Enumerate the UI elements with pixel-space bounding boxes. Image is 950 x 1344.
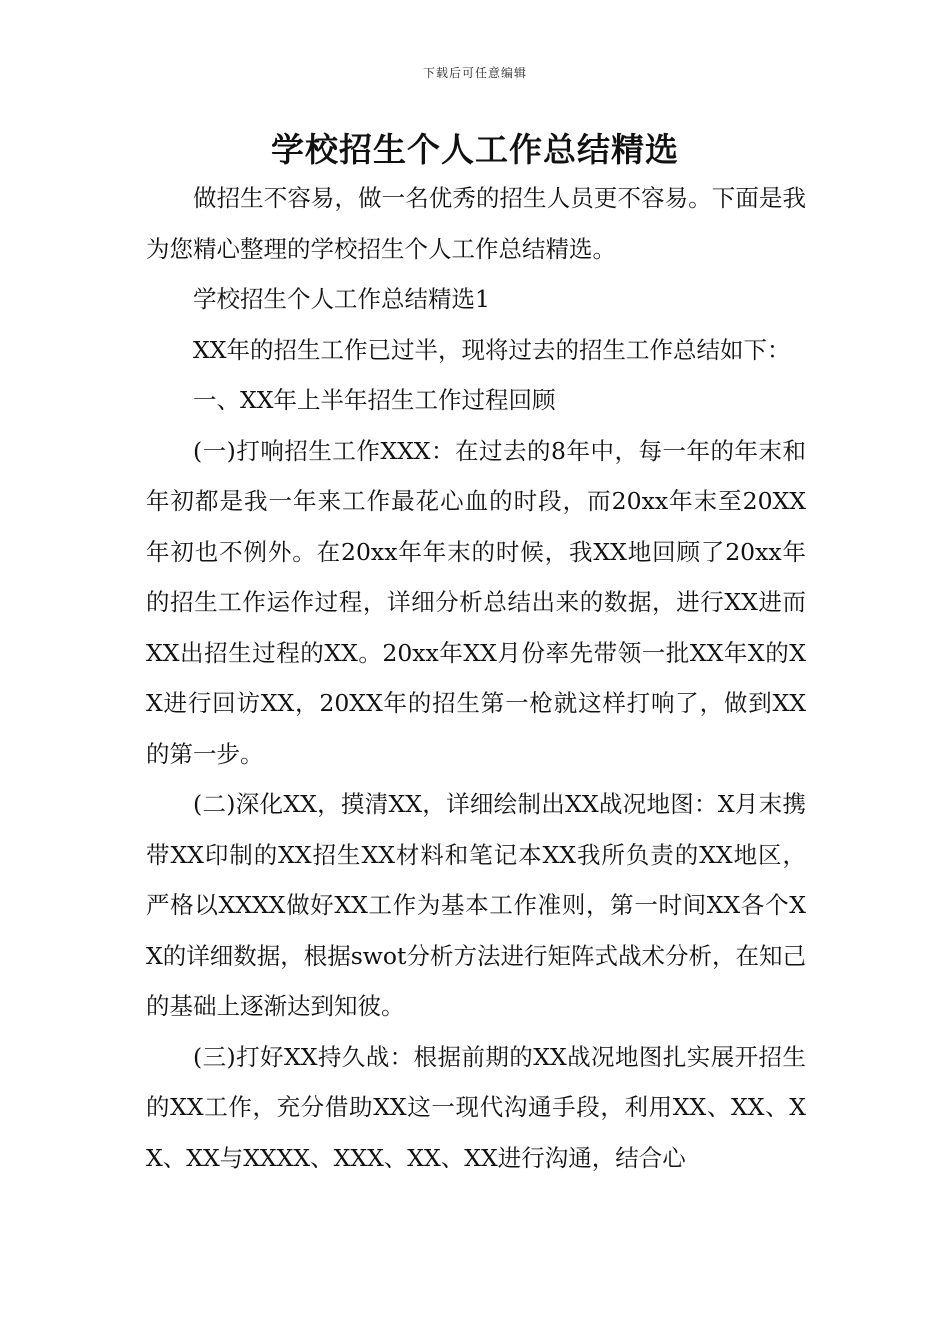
document-title: 学校招生个人工作总结精选 <box>271 130 679 169</box>
paragraph-item-2: (二)深化XX，摸清XX，详细绘制出XX战况地图：X月末携带XX印制的XX招生XX材料和笔记本XX我所负责的XX地区，严格以XXXX做好XX工作为基本工作准则，第一时间XX各个XX的详细数据，根据swot分析方法进行矩阵式战术分析，在知己的基础上逐渐达到知彼。 <box>146 790 806 1020</box>
paragraph-intro: 做招生不容易，做一名优秀的招生人员更不容易。下面是我为您精心整理的学校招生个人工作总结精选。 <box>146 184 806 263</box>
section-heading: 学校招生个人工作总结精选1 <box>193 285 490 313</box>
document-body <box>146 173 806 1183</box>
subsection-heading: 一、XX年上半年招生工作过程回顾 <box>193 386 556 414</box>
paragraph-summary: XX年的招生工作已过半，现将过去的招生工作总结如下： <box>193 335 791 364</box>
page-header-note: 下载后可任意编辑 <box>422 66 527 80</box>
paragraph-item-3: (三)打好XX持久战：根据前期的XX战况地图扎实展开招生的XX工作，充分借助XX这一现代沟通手段，利用XX、XX、XX、XX与XXXX、XXX、XX、XX进行沟通，结合心 <box>146 1042 806 1172</box>
paragraph-item-1: (一)打响招生工作XXX：在过去的8年中，每一年的年末和年初都是我一年来工作最花心血的时段，而20xx年末至20XX年初也不例外。在20xx年年末的时候，我XX地回顾了20xx年的招生工作运作过程，详细分析总结出来的数据，进行XX进而XX出招生过程的XX。20xx年XX月份率先带领一批XX年X的XX进行回访XX，20XX年的招生第一枪就这样打响了，做到XX的第一步。 <box>146 436 806 768</box>
